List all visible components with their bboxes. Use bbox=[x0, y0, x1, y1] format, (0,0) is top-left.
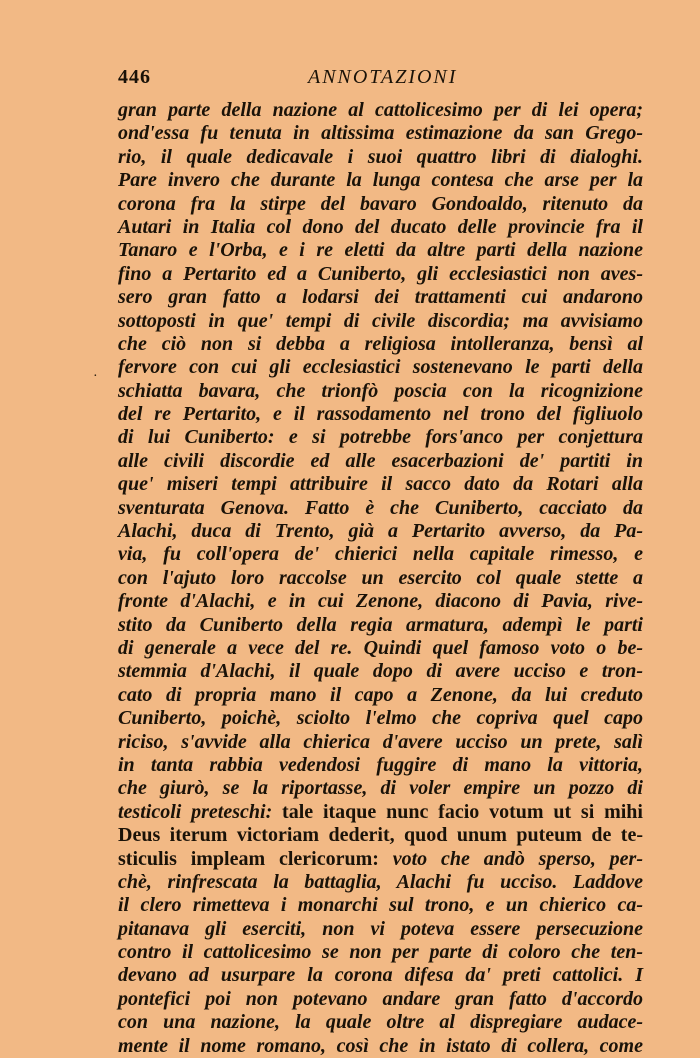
text-line: riciso, s'avvide alla chierica d'avere ucciso un prete, salì bbox=[118, 730, 643, 753]
latin-quote-line: Deus iterum victoriam dederit, quod unum puteum de te- bbox=[118, 824, 643, 847]
page-header bbox=[118, 66, 638, 96]
text-line-mixed bbox=[118, 801, 643, 824]
text-line: devano ad usurpare la corona difesa da' preti cattolici. I bbox=[118, 964, 643, 987]
running-head: ANNOTAZIONI bbox=[308, 66, 458, 88]
text-line: di lui Cuniberto: e si potrebbe fors'anco per conjettura bbox=[118, 426, 643, 449]
text-line: Alachi, duca di Trento, già a Pertarito avverso, da Pa- bbox=[118, 520, 643, 543]
text-line: pontefici poi non potevano andare gran fatto d'accordo bbox=[118, 987, 643, 1010]
text-line: sero gran fatto a lodarsi dei trattamenti cui andarono bbox=[118, 286, 643, 309]
text-line: ond'essa fu tenuta in altissima estimazione da san Grego- bbox=[118, 122, 643, 145]
text-line: sventurata Genova. Fatto è che Cuniberto, cacciato da bbox=[118, 496, 643, 519]
text-line: que' miseri tempi attribuire il sacco dato da Rotari alla bbox=[118, 473, 643, 496]
text-line: stemmia d'Alachi, il quale dopo di avere ucciso e tron- bbox=[118, 660, 643, 683]
text-line: schiatta bavara, che trionfò poscia con la ricognizione bbox=[118, 379, 643, 402]
text-line: sottoposti in que' tempi di civile discordia; ma avvisiamo bbox=[118, 309, 643, 332]
text-line: fino a Pertarito ed a Cuniberto, gli ecclesiastici non aves- bbox=[118, 262, 643, 285]
text-line: chè, rinfrescata la battaglia, Alachi fu ucciso. Laddove bbox=[118, 870, 643, 893]
text-line: fervore con cui gli ecclesiastici sostenevano le parti della bbox=[118, 356, 643, 379]
text-line: Tanaro e l'Orba, e i re eletti da altre parti della nazione bbox=[118, 239, 643, 262]
page-number: 446 bbox=[118, 66, 151, 88]
text-line: alle civili discordie ed alle esacerbazioni de' partiti in bbox=[118, 449, 643, 472]
text-line: di generale a vece del re. Quindi quel famoso voto o be- bbox=[118, 636, 643, 659]
text-line: con l'ajuto loro raccolse un esercito col quale stette a bbox=[118, 566, 643, 589]
text-line: in tanta rabbia vedendosi fuggire di mano la vittoria, bbox=[118, 753, 643, 776]
text-line: che ciò non si debba a religiosa intolleranza, bensì al bbox=[118, 332, 643, 355]
text-line: cato di propria mano il capo a Zenone, da lui creduto bbox=[118, 683, 643, 706]
latin-quote-fragment: tale itaque nunc facio votum ut si mihi bbox=[272, 800, 643, 823]
italic-fragment: voto che andò sperso, per- bbox=[378, 847, 643, 870]
text-line: corona fra la stirpe del bavaro Gondoaldo, ritenuto da bbox=[118, 192, 643, 215]
text-line: Cuniberto, poichè, sciolto l'elmo che copriva quel capo bbox=[118, 707, 643, 730]
italic-fragment: testicoli preteschi: bbox=[118, 800, 273, 823]
latin-quote-fragment: sticulis impleam clericorum: bbox=[118, 847, 379, 870]
text-line: che giurò, se la riportasse, di voler empire un pozzo di bbox=[118, 777, 643, 800]
text-line: contro il cattolicesimo se non per parte di coloro che ten- bbox=[118, 941, 643, 964]
text-line-mixed bbox=[118, 848, 643, 871]
text-line: fronte d'Alachi, e in cui Zenone, diacono di Pavia, rive- bbox=[118, 590, 643, 613]
text-line: stito da Cuniberto della regia armatura, adempì le parti bbox=[118, 613, 643, 636]
margin-mark: · bbox=[93, 369, 98, 384]
text-line: del re Pertarito, e il rassodamento nel trono del figliuolo bbox=[118, 403, 643, 426]
text-line: con una nazione, la quale oltre al dispregiare audace- bbox=[118, 1011, 643, 1034]
annotation-body bbox=[118, 99, 643, 1058]
text-line: gran parte della nazione al cattolicesimo per di lei opera; bbox=[118, 99, 643, 121]
text-line: Autari in Italia col dono del ducato delle provincie fra il bbox=[118, 215, 643, 238]
text-line: rio, il quale dedicavale i suoi quattro libri di dialoghi. bbox=[118, 145, 643, 168]
text-line: il clero rimetteva i monarchi sul trono, e un chierico ca- bbox=[118, 894, 643, 917]
text-line: Pare invero che durante la lunga contesa che arse per la bbox=[118, 169, 643, 192]
text-line: mente il nome romano, così che in istato di collera, come bbox=[118, 1034, 643, 1057]
text-line: pitanava gli eserciti, non vi poteva essere persecuzione bbox=[118, 917, 643, 940]
text-line: via, fu coll'opera de' chierici nella capitale rimesso, e bbox=[118, 543, 643, 566]
